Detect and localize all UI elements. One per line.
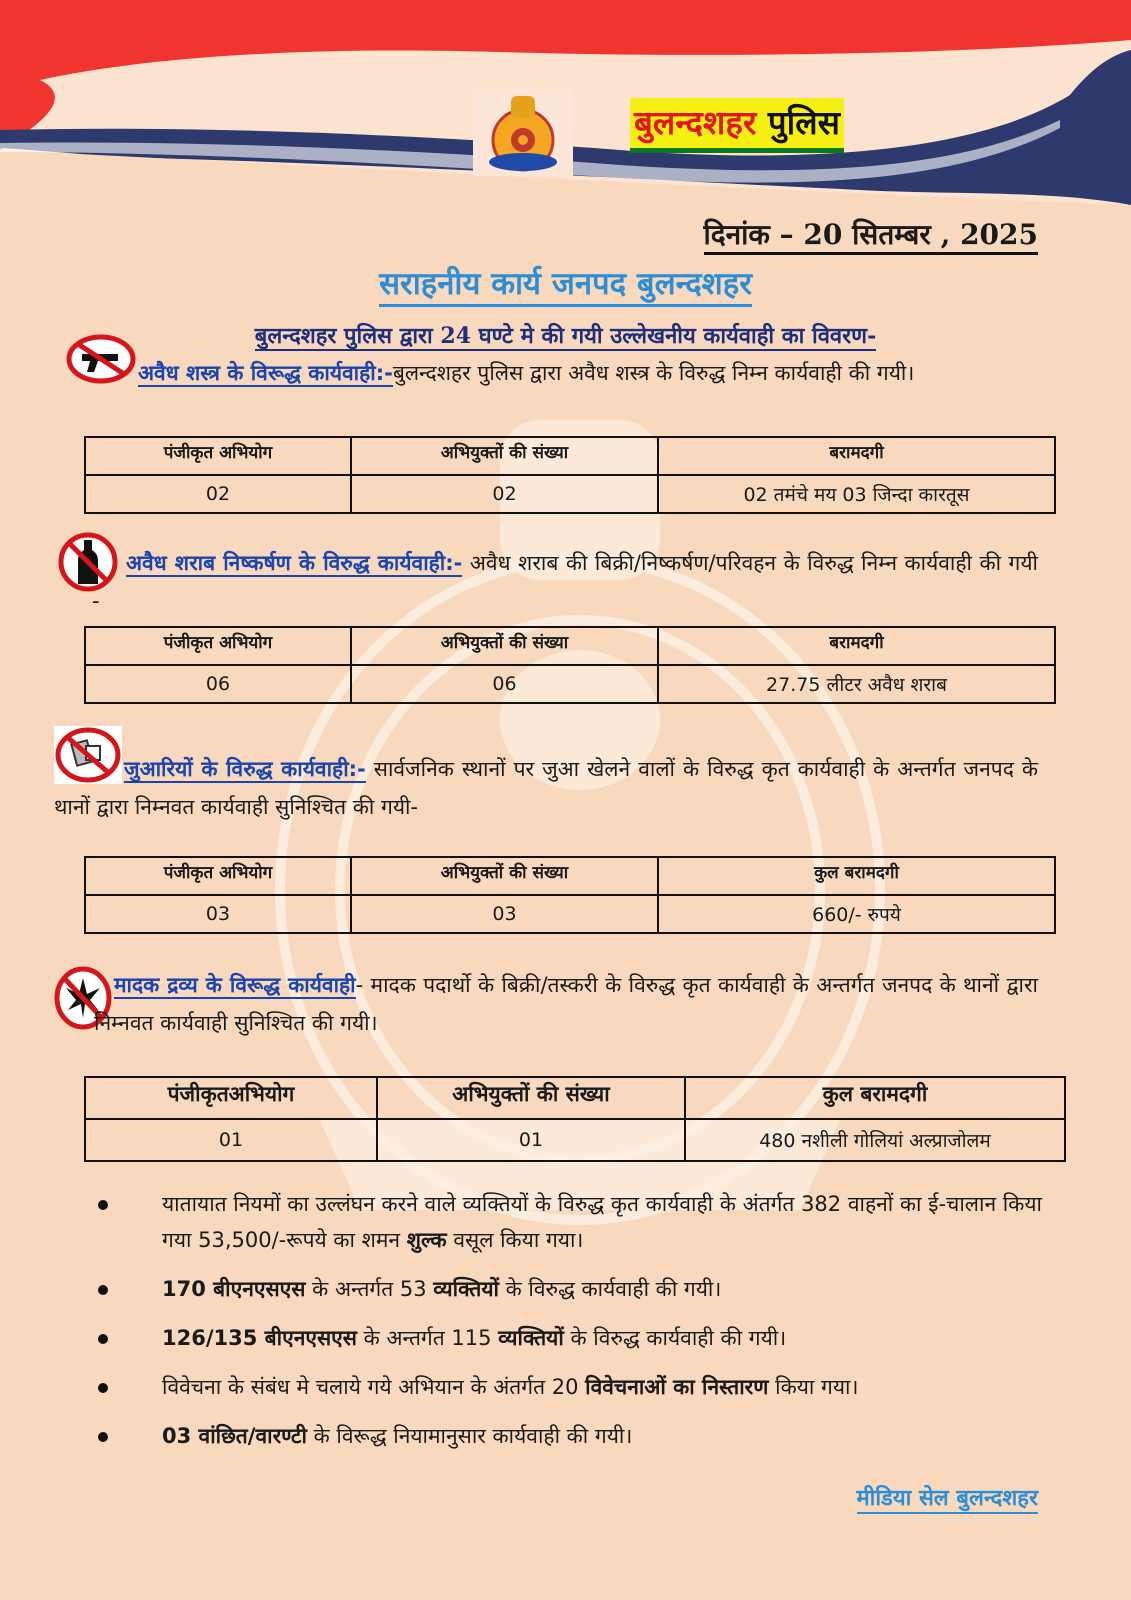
section-liquor-heading: अवैध शराब निष्कर्षण के विरुद्ध कार्यवाही:- xyxy=(126,551,463,575)
bullet-text: के विरुद्ध कार्यवाही की गयी। xyxy=(563,1326,787,1350)
bullet-text-bold: 03 वांछित/वारण्टी xyxy=(162,1424,307,1448)
bullet-dot-icon xyxy=(98,1432,108,1442)
bullet-text: यातायात नियमों का उल्लंघन करने वाले व्यक्तियों के विरुद्ध कृत कार्यवाही के अंतर्गत 382 वाहनों का ई-चालान किया गया 53,500/-रूपये का शमन xyxy=(162,1192,1042,1252)
brand-title xyxy=(630,98,844,153)
bullet-text: वसूल किया गया। xyxy=(446,1228,584,1252)
section-narcotics-para xyxy=(94,966,1038,1042)
section-gambling-para xyxy=(54,750,1038,826)
bullet-text: विवेचना के संबंध मे चलाये गये अभियान के अंतर्गत 20 xyxy=(162,1375,586,1399)
page-subtitle-text: बुलन्दशहर पुलिस द्वारा 24 घण्टे मे की गयी उल्लेखनीय कार्यवाही का विवरण- xyxy=(254,323,877,349)
header-accused-count: अभियुक्तों की संख्या xyxy=(351,627,658,665)
section-gambling-text: सार्वजनिक स्थानों पर जुआ खेलने वालों के विरुद्ध कृत कार्यवाही के अन्तर्गत जनपद के थानों द्वारा निम्नवत कार्यवाही सुनिश्चित की गयी- xyxy=(54,757,1038,819)
cell-registered-cases: 01 xyxy=(85,1119,377,1161)
brand-part-district: बुलन्दशहर xyxy=(634,103,757,142)
bullet-text: के विरूद्ध नियामानुसार कार्यवाही की गयी। xyxy=(306,1424,633,1448)
section-liquor-para xyxy=(92,544,1038,620)
page-subtitle xyxy=(0,320,1131,350)
cell-registered-cases: 03 xyxy=(85,895,351,933)
bullet-text: के विरुद्ध कार्यवाही की गयी। xyxy=(498,1277,722,1301)
header-recovery: बरामदगी xyxy=(658,627,1055,665)
header-recovery: बरामदगी xyxy=(658,437,1055,475)
list-item xyxy=(88,1186,1042,1258)
date-line: दिनांक – 20 सितम्बर , 2025 xyxy=(704,218,1038,255)
header-registered-cases: पंजीकृत अभियोग xyxy=(85,857,351,895)
table-row xyxy=(85,1119,1065,1161)
bullet-dot-icon xyxy=(98,1334,108,1344)
section-weapons-heading: अवैध शस्त्र के विरूद्ध कार्यवाही:- xyxy=(138,361,393,385)
table-narcotics xyxy=(84,1076,1066,1162)
header-registered-cases: पंजीकृतअभियोग xyxy=(85,1077,377,1119)
section-narcotics-heading: मादक द्रव्य के विरूद्ध कार्यवाही xyxy=(114,973,356,997)
section-liquor-text: अवैध शराब की बिक्री/निष्कर्षण/परिवहन के विरुद्ध निम्न कार्यवाही की गयी - xyxy=(92,551,1039,613)
table-row xyxy=(85,475,1055,513)
bullet-text-bold: 126/135 बीएनएसएस xyxy=(162,1326,357,1350)
section-gambling-heading: जुआरियों के विरुद्ध कार्यवाही:- xyxy=(124,757,366,781)
up-police-emblem-icon xyxy=(473,88,573,176)
bullet-dot-icon xyxy=(98,1383,108,1393)
cell-accused-count: 06 xyxy=(351,665,658,703)
bullet-text-bold: व्यक्तियों xyxy=(433,1277,499,1301)
list-item xyxy=(88,1369,1042,1405)
bullet-text: के अन्तर्गत 115 xyxy=(356,1326,499,1350)
cell-accused-count: 03 xyxy=(351,895,658,933)
list-item xyxy=(88,1418,1042,1454)
brand-part-police: पुलिस xyxy=(767,103,840,142)
table-weapons xyxy=(84,436,1056,514)
cell-accused-count: 01 xyxy=(377,1119,685,1161)
cell-registered-cases: 06 xyxy=(85,665,351,703)
page-title xyxy=(0,262,1131,304)
bullet-text-bold: 170 बीएनएसएस xyxy=(162,1277,306,1301)
cell-total-recovery: 480 नशीली गोलियां अल्प्राजोलम xyxy=(685,1119,1065,1161)
header-accused-count: अभियुक्तों की संख्या xyxy=(377,1077,685,1119)
bullet-text: के अन्तर्गत 53 xyxy=(305,1277,434,1301)
table-header-row xyxy=(85,1077,1065,1119)
table-row xyxy=(85,665,1055,703)
header-accused-count: अभियुक्तों की संख्या xyxy=(351,437,658,475)
table-header-row xyxy=(85,627,1055,665)
table-gambling xyxy=(84,856,1056,934)
section-weapons-para xyxy=(90,354,1038,392)
page-title-text: सराहनीय कार्य जनपद बुलन्दशहर xyxy=(379,266,752,307)
summary-bullet-list xyxy=(88,1186,1042,1467)
cell-registered-cases: 02 xyxy=(85,475,351,513)
section-narcotics-text: - मादक पदार्थो के बिक्री/तस्करी के विरुद्ध कृत कार्यवाही के अन्तर्गत जनपद के थानों द्वारा निम्नवत कार्यवाही सुनिश्चित की गयी। xyxy=(94,973,1038,1035)
cell-total-recovery: 660/- रुपये xyxy=(658,895,1055,933)
bullet-text-bold: व्यक्तियों xyxy=(498,1326,564,1350)
header-total-recovery: कुल बरामदगी xyxy=(685,1077,1065,1119)
section-weapons-text: बुलन्दशहर पुलिस द्वारा अवैध शस्त्र के विरुद्ध निम्न कार्यवाही की गयी। xyxy=(392,361,915,385)
list-item xyxy=(88,1320,1042,1356)
header-accused-count: अभियुक्तों की संख्या xyxy=(351,857,658,895)
footer-media-cell: मीडिया सेल बुलन्दशहर xyxy=(857,1482,1039,1514)
bullet-text-bold: शुल्क xyxy=(406,1228,447,1252)
list-item xyxy=(88,1271,1042,1307)
bullet-text: किया गया। xyxy=(768,1375,859,1399)
cell-recovery: 27.75 लीटर अवैध शराब xyxy=(658,665,1055,703)
bullet-text-bold: विवेचनाओं का निस्तारण xyxy=(585,1375,769,1399)
table-liquor xyxy=(84,626,1056,704)
bullet-dot-icon xyxy=(98,1285,108,1295)
table-header-row xyxy=(85,437,1055,475)
table-header-row xyxy=(85,857,1055,895)
cell-accused-count: 02 xyxy=(351,475,658,513)
header-registered-cases: पंजीकृत अभियोग xyxy=(85,437,351,475)
bullet-dot-icon xyxy=(98,1200,108,1210)
header-registered-cases: पंजीकृत अभियोग xyxy=(85,627,351,665)
header-total-recovery: कुल बरामदगी xyxy=(658,857,1055,895)
table-row xyxy=(85,895,1055,933)
cell-recovery: 02 तमंचे मय 03 जिन्दा कारतूस xyxy=(658,475,1055,513)
